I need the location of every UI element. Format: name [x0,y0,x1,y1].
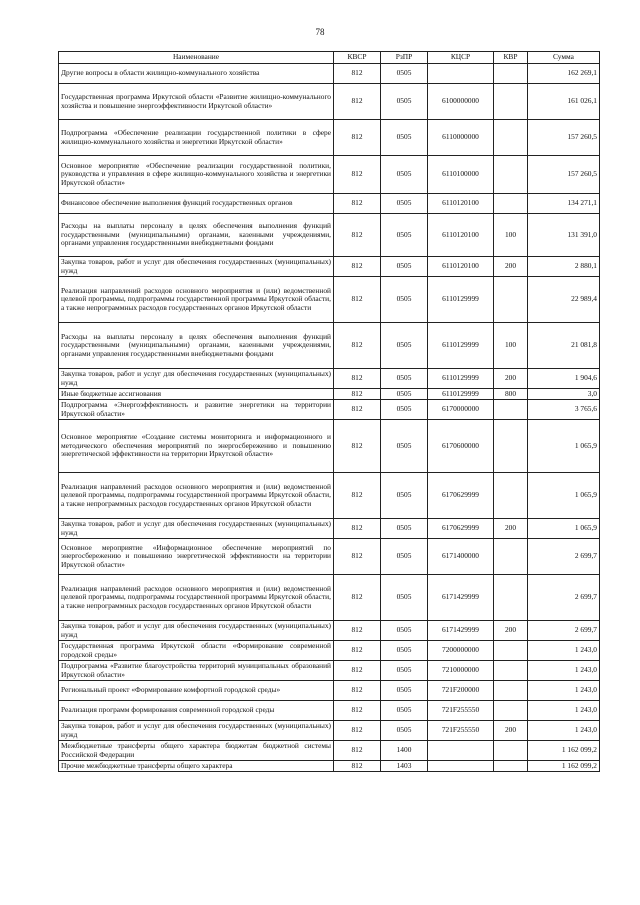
table-row [59,641,600,661]
row-rzpr: 0505 [381,641,428,661]
row-kvsr: 812 [334,194,381,214]
row-kvsr: 812 [334,389,381,400]
row-kcsr: 6110129999 [428,369,494,389]
row-name: Государственная программа Иркутской области «Формирование современной городской среды» [59,641,334,661]
row-sum: 2 699,7 [528,539,600,575]
row-rzpr: 0505 [381,120,428,156]
row-rzpr: 0505 [381,389,428,400]
row-sum: 22 989,4 [528,277,600,323]
row-name: Иные бюджетные ассигнования [59,389,334,400]
row-rzpr: 0505 [381,214,428,257]
row-sum: 1 162 099,2 [528,741,600,761]
budget-table [58,51,600,772]
table-row [59,661,600,681]
row-rzpr: 0505 [381,64,428,84]
row-rzpr: 0505 [381,257,428,277]
row-sum: 1 243,0 [528,641,600,661]
table-row [59,277,600,323]
row-name: Закупка товаров, работ и услуг для обеспечения государственных (муниципальных) нужд [59,519,334,539]
row-name: Основное мероприятие «Создание системы мониторинга и информационного и методического обеспечения мероприятий по энергосбережению и повышению энергетической эффективности на территории Иркутской области» [59,420,334,473]
row-name: Закупка товаров, работ и услуг для обеспечения государственных (муниципальных) нужд [59,721,334,741]
row-sum: 162 269,1 [528,64,600,84]
row-kvsr: 812 [334,473,381,519]
row-kcsr: 6170629999 [428,473,494,519]
row-kcsr: 7200000000 [428,641,494,661]
row-kvr: 100 [494,323,528,369]
row-kvsr: 812 [334,701,381,721]
row-kvsr: 812 [334,575,381,621]
row-rzpr: 0505 [381,681,428,701]
row-kcsr: 6110129999 [428,323,494,369]
row-rzpr: 0505 [381,621,428,641]
row-name: Закупка товаров, работ и услуг для обеспечения государственных (муниципальных) нужд [59,621,334,641]
table-row [59,761,600,772]
row-kvsr: 812 [334,323,381,369]
table-row [59,473,600,519]
row-name: Подпрограмма «Обеспечение реализации государственной политики в сфере жилищно-коммунального хозяйства и энергетики Иркутской области» [59,120,334,156]
table-row [59,84,600,120]
table-row [59,539,600,575]
page-number: 78 [315,27,325,37]
row-kcsr: 721F200000 [428,681,494,701]
row-name: Межбюджетные трансферты общего характера бюджетам бюджетной системы Российской Федерации [59,741,334,761]
row-kvsr: 812 [334,741,381,761]
row-rzpr: 0505 [381,84,428,120]
row-kvr [494,741,528,761]
row-kcsr: 6171429999 [428,575,494,621]
row-kvsr: 812 [334,257,381,277]
row-kvsr: 812 [334,761,381,772]
row-kvsr: 812 [334,369,381,389]
table-row [59,519,600,539]
row-kvr [494,84,528,120]
row-kcsr: 6110120100 [428,257,494,277]
row-kvr [494,473,528,519]
table-row [59,64,600,84]
header-kcsr: КЦСР [428,52,494,64]
table-row [59,575,600,621]
row-kvr [494,64,528,84]
row-kvsr: 812 [334,539,381,575]
row-kvr [494,661,528,681]
table-row [59,214,600,257]
row-sum: 1 065,9 [528,519,600,539]
row-name: Прочие межбюджетные трансферты общего характера [59,761,334,772]
row-kvr [494,400,528,420]
row-name: Закупка товаров, работ и услуг для обеспечения государственных (муниципальных) нужд [59,369,334,389]
header-name: Наименование [59,52,334,64]
table-header-row [59,52,600,64]
row-kvsr: 812 [334,420,381,473]
row-kvr [494,761,528,772]
row-kcsr: 6171429999 [428,621,494,641]
row-kcsr: 721F255550 [428,721,494,741]
row-name: Закупка товаров, работ и услуг для обеспечения государственных (муниципальных) нужд [59,257,334,277]
row-rzpr: 1403 [381,761,428,772]
row-rzpr: 0505 [381,156,428,194]
row-sum: 2 880,1 [528,257,600,277]
row-name: Реализация программ формирования современной городской среды [59,701,334,721]
row-kcsr: 721F255550 [428,701,494,721]
row-kvr: 200 [494,369,528,389]
row-kcsr: 6110100000 [428,156,494,194]
row-kcsr: 6110120100 [428,214,494,257]
table-body [59,64,600,772]
row-sum: 2 699,7 [528,621,600,641]
row-kvr [494,194,528,214]
table-row [59,400,600,420]
table-row [59,389,600,400]
row-kvsr: 812 [334,277,381,323]
table-row [59,323,600,369]
row-kvr [494,539,528,575]
row-rzpr: 0505 [381,519,428,539]
row-kcsr [428,761,494,772]
row-rzpr: 0505 [381,277,428,323]
row-sum: 134 271,1 [528,194,600,214]
row-name: Финансовое обеспечение выполнения функций государственных органов [59,194,334,214]
row-kvsr: 812 [334,621,381,641]
row-sum: 157 260,5 [528,120,600,156]
row-kcsr: 6100000000 [428,84,494,120]
row-name: Государственная программа Иркутской области «Развитие жилищно-коммунального хозяйства и повышение энергоэффективности Иркутской области» [59,84,334,120]
row-name: Подпрограмма «Развитие благоустройства территорий муниципальных образований Иркутской области» [59,661,334,681]
row-name: Реализация направлений расходов основного мероприятия и (или) ведомственной целевой программы, подпрограммы государственной программы Иркутской области, а также непрограммных расходов государственных органов Иркутской области [59,575,334,621]
row-name: Реализация направлений расходов основного мероприятия и (или) ведомственной целевой программы, подпрограммы государственной программы Иркутской области, а также непрограммных расходов государственных органов Иркутской области [59,473,334,519]
row-kvr [494,277,528,323]
row-sum: 1 243,0 [528,721,600,741]
row-kvr [494,156,528,194]
row-sum: 1 162 099,2 [528,761,600,772]
row-kvr [494,120,528,156]
row-kcsr: 6110129999 [428,277,494,323]
row-kvr: 200 [494,519,528,539]
row-sum: 1 243,0 [528,681,600,701]
row-rzpr: 0505 [381,473,428,519]
table-row [59,621,600,641]
row-rzpr: 0505 [381,194,428,214]
table-row [59,257,600,277]
row-rzpr: 0505 [381,323,428,369]
row-kvr [494,420,528,473]
table-row [59,194,600,214]
row-kvr: 200 [494,621,528,641]
row-name: Расходы на выплаты персоналу в целях обеспечения выполнения функций государственными (муниципальными) органами, казенными учреждениями, органами управления государственными внебюджетными фондами [59,214,334,257]
row-kcsr: 6170000000 [428,400,494,420]
row-kvsr: 812 [334,661,381,681]
row-kvsr: 812 [334,400,381,420]
table-row [59,681,600,701]
table-row [59,156,600,194]
row-sum: 3,0 [528,389,600,400]
table-row [59,701,600,721]
table-row [59,721,600,741]
row-sum: 157 260,5 [528,156,600,194]
row-kvr: 200 [494,721,528,741]
row-name: Основное мероприятие «Обеспечение реализации государственной политики, руководства и управления в сфере жилищно-коммунального хозяйства и энергетики Иркутской области» [59,156,334,194]
row-name: Расходы на выплаты персоналу в целях обеспечения выполнения функций государственными (муниципальными) органами, казенными учреждениями, органами управления государственными внебюджетными фондами [59,323,334,369]
row-sum: 1 065,9 [528,420,600,473]
row-sum: 161 026,1 [528,84,600,120]
row-kvr: 200 [494,257,528,277]
row-rzpr: 0505 [381,539,428,575]
row-kcsr: 7210000000 [428,661,494,681]
row-kvsr: 812 [334,84,381,120]
row-name: Основное мероприятие «Информационное обеспечение мероприятий по энергосбережению и повышению энергетической эффективности на территории Иркутской области» [59,539,334,575]
row-kvr: 800 [494,389,528,400]
row-kcsr: 6171400000 [428,539,494,575]
row-sum: 1 904,6 [528,369,600,389]
row-kcsr: 6110129999 [428,389,494,400]
header-sum: Сумма [528,52,600,64]
row-kcsr [428,64,494,84]
row-kvsr: 812 [334,64,381,84]
header-kvsr: КВСР [334,52,381,64]
row-kvr [494,641,528,661]
row-kvsr: 812 [334,681,381,701]
row-name: Региональный проект «Формирование комфортной городской среды» [59,681,334,701]
row-sum: 131 391,0 [528,214,600,257]
row-kcsr: 6110120100 [428,194,494,214]
row-rzpr: 0505 [381,721,428,741]
row-rzpr: 0505 [381,369,428,389]
row-kvsr: 812 [334,156,381,194]
row-rzpr: 0505 [381,701,428,721]
row-rzpr: 0505 [381,420,428,473]
row-rzpr: 0505 [381,575,428,621]
header-rzpr: РзПР [381,52,428,64]
row-sum: 21 081,8 [528,323,600,369]
row-sum: 1 243,0 [528,701,600,721]
row-name: Подпрограмма «Энергоэффективность и развитие энергетики на территории Иркутской области» [59,400,334,420]
row-kcsr: 6170600000 [428,420,494,473]
header-kvr: КВР [494,52,528,64]
row-sum: 2 699,7 [528,575,600,621]
row-rzpr: 0505 [381,400,428,420]
table-row [59,369,600,389]
row-sum: 1 065,9 [528,473,600,519]
table-row [59,420,600,473]
row-kvsr: 812 [334,120,381,156]
table-row [59,120,600,156]
row-rzpr: 0505 [381,661,428,681]
row-kcsr: 6170629999 [428,519,494,539]
row-kvsr: 812 [334,214,381,257]
row-kvsr: 812 [334,721,381,741]
row-sum: 1 243,0 [528,661,600,681]
table-row [59,741,600,761]
row-rzpr: 1400 [381,741,428,761]
row-kvr [494,681,528,701]
row-name: Реализация направлений расходов основного мероприятия и (или) ведомственной целевой программы, подпрограммы государственной программы Иркутской области, а также непрограммных расходов государственных органов Иркутской области [59,277,334,323]
row-kvsr: 812 [334,519,381,539]
row-kcsr [428,741,494,761]
row-kvr: 100 [494,214,528,257]
row-kvsr: 812 [334,641,381,661]
row-kcsr: 6110000000 [428,120,494,156]
row-kvr [494,575,528,621]
row-name: Другие вопросы в области жилищно-коммунального хозяйства [59,64,334,84]
row-sum: 3 765,6 [528,400,600,420]
row-kvr [494,701,528,721]
